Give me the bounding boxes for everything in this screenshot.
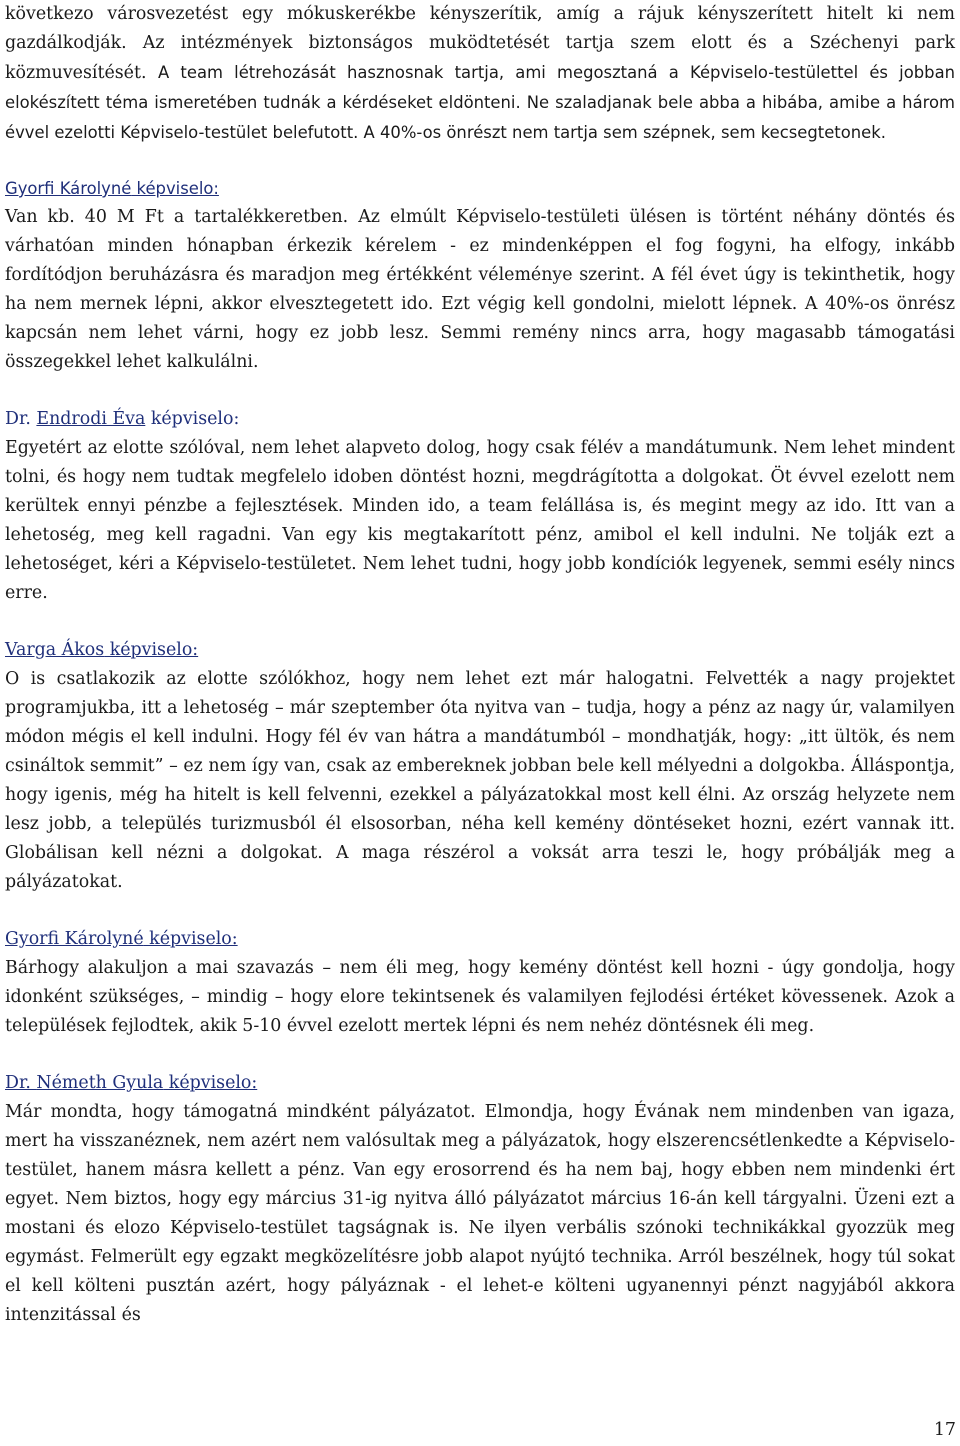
speaker-heading — [5, 636, 955, 665]
speaker-name: Gyorfi Károlyné — [5, 929, 144, 949]
speaker-title: képviselo: — [143, 929, 238, 949]
speaker-title: képviselo: — [131, 179, 219, 198]
speaker-title: képviselo: — [163, 1073, 258, 1093]
speaker-heading — [5, 405, 955, 434]
speaker-name: Gyorfi Károlyné — [5, 179, 132, 198]
speaker-title: képviselo: — [145, 409, 240, 429]
speaker-name: Endrodi Éva — [36, 409, 146, 429]
speech-paragraph: Már mondta, hogy támogatná mindként pályázatot. Elmondja, hogy Évának nem mindenben van igaza, mert ha visszanéznek, nem azért nem valósultak meg a pályázatok, hogy elszerencsétlenkedte a Képviselo-testület, hanem másra kellett a pénz. Van egy erosorrend és ha nem baj, hogy ebben nem mindenki ért egyet. Nem biztos, hogy egy március 31-ig nyitva álló pályázatot március 16-án kell tárgyalni. Üzeni ezt a mostani és elozo Képviselo-testület tagságnak is. Ne ilyen verbális szónoki technikákkal gyozzük meg egymást. Felmerült egy egzakt megközelítésre jobb alapot nyújtó technika. Arról beszélnek, hogy túl sokat el kell költeni pusztán azért, hogy pályáznak - el lehet-e költeni ugyanennyi pénzt nagyjából akkora intenzitással és — [5, 1102, 955, 1325]
speech-paragraph: O is csatlakozik az elotte szólókhoz, hogy nem lehet ezt már halogatni. Felvették a nagy projektet programjukba, itt a lehetoség – már szeptember óta nyitva van – tudja, hogy a pénz az nagy úr, valamilyen módon mégis el kell indulni. Hogy fél év van hátra a mandátumból – mondhatják, hogy: „itt ültök, és nem csináltok semmit” – ez nem így van, csak az embereknek jobban bele kell mélyedni a dolgokba. Álláspontja, hogy igenis, még ha hitelt is kell felvenni, ezekkel a pályázatokkal most kell élni. Az ország helyzete nem lesz jobb, a település turizmusból él elsosorban, néha kell kemény döntéseket hozni, ezért vannak itt. Globálisan kell nézni a dolgokat. A maga részérol a voksát arra teszi le, hogy próbálják meg a pályázatokat. — [5, 669, 955, 892]
speaker-heading — [5, 1069, 955, 1098]
speaker-heading — [5, 174, 955, 203]
intro-text-sans: A team létrehozását hasznosnak tartja, ami megosztaná a Képviselo-testülettel és jobban elokészített téma ismeretében tudnák a kérdéseket eldönteni. Ne szaladjanak bele abba a hibába, amibe a három évvel ezelotti Képviselo-testület belefutott. A 40%-os önrészt nem tartja sem szépnek, sem kecsegtetonek. — [5, 63, 955, 142]
page-number: 17 — [933, 1420, 956, 1440]
speaker-title: képviselo: — [104, 640, 199, 660]
speaker-prefix: Dr. — [5, 409, 37, 429]
speech-paragraph: Bárhogy alakuljon a mai szavazás – nem éli meg, hogy kemény döntést kell hozni - úgy gondolja, hogy idonként szükséges, – mindig – hogy elore tekintsenek és valamilyen fejlodési értéket kövessenek. Azok a települések fejlodtek, akik 5-10 évvel ezelott mertek lépni és nem nehéz döntésnek éli meg. — [5, 958, 955, 1036]
intro-text-serif: következo városvezetést egy mókuskerékbe kényszerítik, amíg a rájuk kényszerített hitelt ki nem gazdálkodják. Az intézmények biztonságos muködtetését tartja szem elott és a Széchenyi park közmuvesítését. — [5, 4, 955, 83]
document-page — [5, 0, 955, 1330]
speech-paragraph: Egyetért az elotte szólóval, nem lehet alapveto dolog, hogy csak félév a mandátumunk. Nem lehet mindent tolni, és hogy nem tudtak megfelelo idoben döntést hozni, megdrágította a dolgokat. Öt évvel ezelott nem kerültek ennyi pénzbe a fejlesztések. Minden ido, a team felállása is, és megint megy az ido. Itt van a lehetoség, meg kell ragadni. Van egy kis megtakarított pénz, amibol el kell indulni. Ne tolják ezt a lehetoséget, kéri a Képviselo-testületet. Nem lehet tudni, hogy jobb kondíciók legyenek, semmi esély nincs erre. — [5, 438, 955, 603]
speaker-heading — [5, 925, 955, 954]
speaker-name: Varga Ákos — [5, 640, 105, 660]
speech-paragraph: Van kb. 40 M Ft a tartalékkeretben. Az elmúlt Képviselo-testületi ülésen is történt néhány döntés és várhatóan minden hónapban érkezik kérelem - ez mindenképpen el fog fogyni, ha elfogy, inkább fordítódjon beruházásra és maradjon meg értékként véleménye szerint. A fél évet úgy is tekinthetik, hogy ha nem mernek lépni, akkor elvesztegetett ido. Ezt végig kell gondolni, mielott lépnek. A 40%-os önrész kapcsán nem lehet várni, hogy ez jobb lesz. Semmi remény nincs arra, hogy magasabb támogatási összegekkel lehet kalkulálni. — [5, 207, 955, 372]
intro-paragraph — [5, 0, 955, 148]
speaker-prefix: Dr. — [5, 1073, 37, 1093]
speaker-name: Németh Gyula — [36, 1073, 164, 1093]
